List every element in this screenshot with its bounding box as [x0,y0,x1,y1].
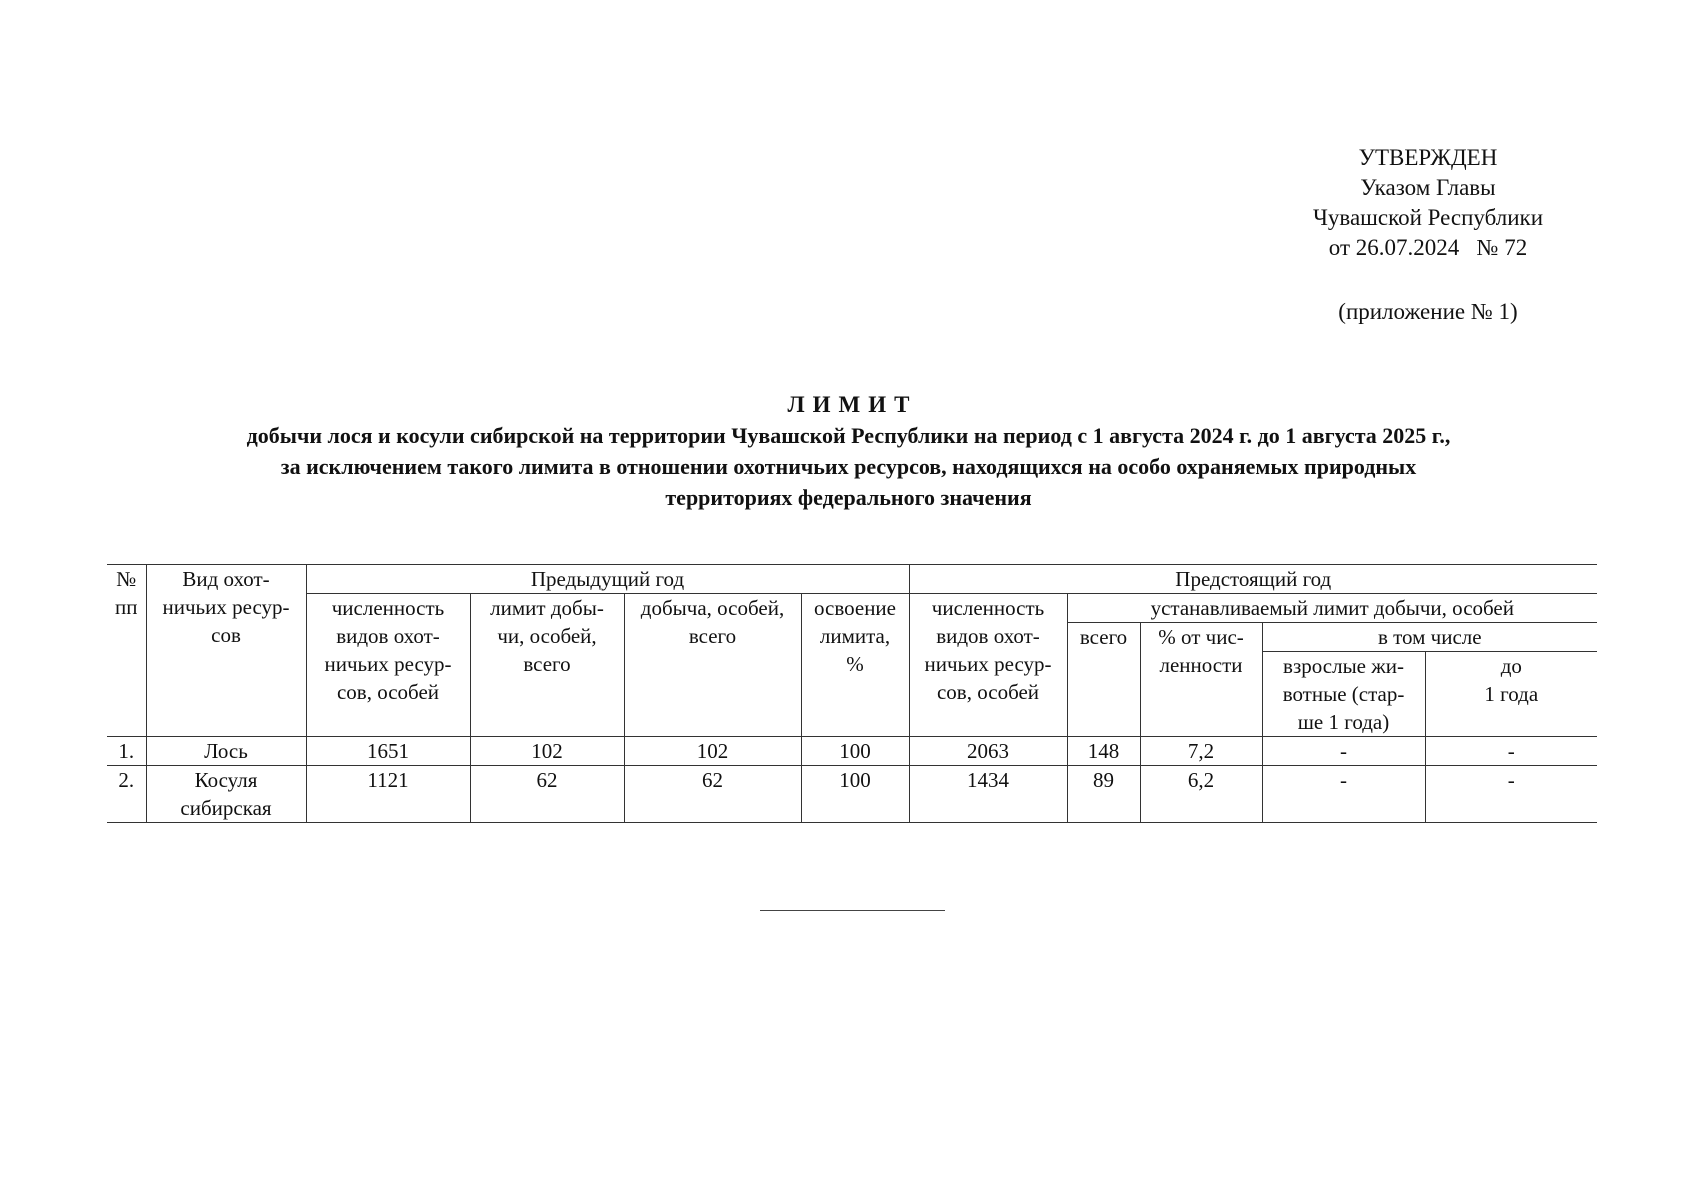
cell-total: 89 [1067,766,1140,823]
cell-next-population: 2063 [909,737,1067,766]
cell-adults: - [1262,766,1425,823]
approval-date-number: от 26.07.2024 № 72 [1328,235,1528,260]
cell-pct-of-population: 6,2 [1140,766,1262,823]
cell-no: 2. [107,766,146,823]
approval-decree: Указом Главы [1360,175,1496,200]
approval-authority: Чувашской Республики [1312,205,1544,230]
col-header-under-one: до 1 года [1425,652,1597,737]
cell-prev-limit: 62 [470,766,624,823]
cell-prev-population: 1651 [306,737,470,766]
col-header-prev-population: численность видов охот- ничьих ресур- сов, особей [306,594,470,737]
cell-prev-harvest: 102 [624,737,801,766]
cell-prev-limit: 102 [470,737,624,766]
cell-prev-usage: 100 [801,737,909,766]
cell-prev-harvest: 62 [624,766,801,823]
subtitle-line-1: добычи лося и косули сибирской на территории Чувашской Республики на период с 1 августа 2024 г. до 1 августа 2025 г., [246,423,1451,448]
cell-total: 148 [1067,737,1140,766]
col-header-next-population: численность видов охот- ничьих ресур- сов, особей [909,594,1067,737]
col-header-pct-of-population: % от чис- ленности [1140,623,1262,737]
title-subtitle [80,420,1617,513]
col-header-prev-year: Предыдущий год [306,565,909,594]
cell-under-one: - [1425,766,1597,823]
col-header-including: в том числе [1262,623,1597,652]
limit-table [107,564,1597,823]
col-header-prev-usage: освоение лимита, % [801,594,909,737]
document-title [80,389,1617,513]
cell-prev-population: 1121 [306,766,470,823]
cell-adults: - [1262,737,1425,766]
approval-block [1268,143,1588,263]
col-header-adults: взрослые жи- вотные (стар- ше 1 года) [1262,652,1425,737]
col-header-prev-limit: лимит добы- чи, особей, всего [470,594,624,737]
cell-next-population: 1434 [909,766,1067,823]
table-row [107,737,1597,766]
col-header-no: № пп [107,565,146,737]
cell-under-one: - [1425,737,1597,766]
col-header-prev-harvest: добыча, особей, всего [624,594,801,737]
title-main: ЛИМИТ [787,392,918,417]
cell-prev-usage: 100 [801,766,909,823]
annex-label: (приложение № 1) [1338,299,1518,324]
subtitle-line-2: за исключением такого лимита в отношении охотничьих ресурсов, находящихся на особо охраняемых природных [280,454,1417,479]
col-header-set-limit: устанавливаемый лимит добычи, особей [1067,594,1597,623]
approval-status: УТВЕРЖДЕН [1358,145,1498,170]
col-header-total: всего [1067,623,1140,737]
col-header-next-year: Предстоящий год [909,565,1597,594]
col-header-species: Вид охот- ничьих ресур- сов [146,565,306,737]
table-row [107,766,1597,823]
cell-species: Лось [146,737,306,766]
subtitle-line-3: территориях федерального значения [665,485,1032,510]
end-separator-line [760,910,945,911]
cell-pct-of-population: 7,2 [1140,737,1262,766]
cell-no: 1. [107,737,146,766]
cell-species: Косуля сибирская [146,766,306,823]
